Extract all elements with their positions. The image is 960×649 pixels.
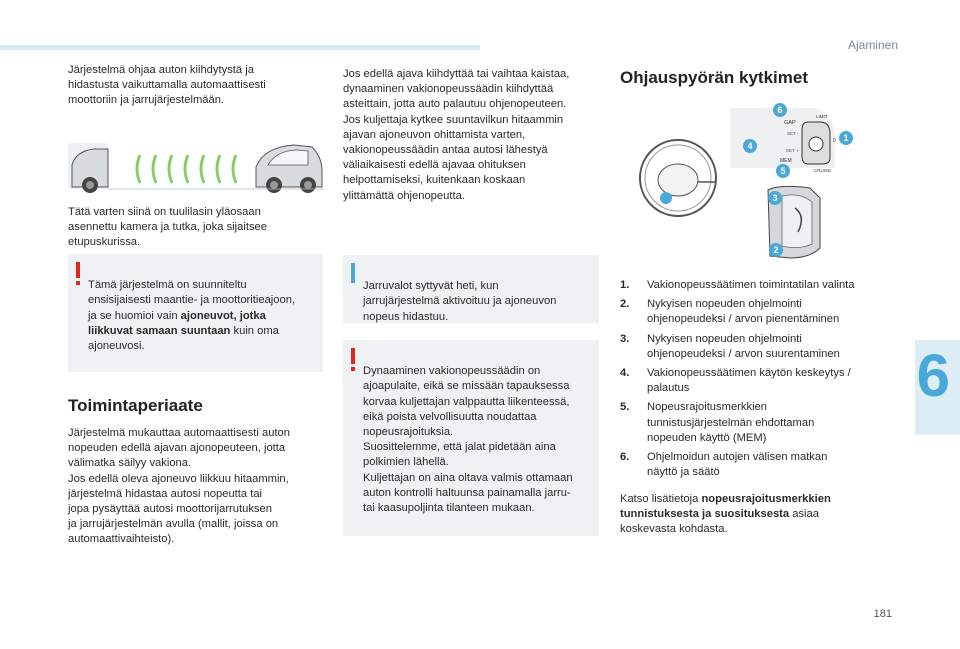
svg-text:2: 2 — [773, 245, 779, 255]
list-item: 4. Vakionopeussäätimen käytön keskeytys / palautus — [620, 367, 851, 395]
list-item: 1. Vakionopeussäätimen toimintatilan valinta — [620, 279, 855, 291]
see-also-emphasis: nopeusrajoitusmerkkien tunnistuksesta ja suosituksesta — [620, 493, 831, 521]
see-also-text: Katso lisätietoja — [620, 493, 702, 505]
warning-emphasis: ajoneuvot, jotka liikkuvat samaan suuntaan — [88, 309, 266, 337]
intro-paragraph: Järjestelmä ohjaa auton kiihdytystä ja hidastusta vaikuttamalla automaattisesti moottoriin ja jarrujärjestelmään. — [68, 64, 266, 107]
list-item: 3. Nykyisen nopeuden ohjelmointi ohjenopeudeksi / arvon suurentaminen — [620, 332, 840, 360]
svg-text:CRUISE: CRUISE — [814, 168, 832, 173]
svg-text:LIMIT: LIMIT — [816, 114, 828, 119]
steering-wheel-icon — [640, 140, 716, 216]
info-text: Jarruvalot syttyvät heti, kun jarrujärjestelmä aktivoituu ja ajoneuvon nopeus hidastuu. — [363, 280, 557, 323]
warning-text-end: kuin oma ajoneuvosi. — [88, 324, 279, 353]
list-item: 6. Ohjelmoidun autojen välisen matkan näyttö ja säätö — [620, 451, 828, 479]
svg-text:0: 0 — [833, 138, 836, 144]
section-title: Ajaminen — [847, 38, 898, 52]
list-item: 2. Nykyisen nopeuden ohjelmointi ohjenopeudeksi / arvon pienentäminen — [620, 298, 840, 326]
svg-text:SET -: SET - — [787, 131, 799, 136]
car-radar-illustration — [68, 137, 324, 193]
chapter-number: 6 — [916, 342, 950, 409]
warning-box-driver — [343, 340, 599, 536]
svg-text:4: 4 — [747, 141, 753, 151]
heading-toimintaperiaate: Toimintaperiaate — [68, 396, 203, 415]
see-also-paragraph — [620, 492, 880, 538]
info-icon — [351, 263, 355, 283]
warning-text: Dynaaminen vakionopeussäädin on ajoapulaite, eikä se missään tapauksessa korvaa kuljettajan valppautta liikenteessä, eikä poista velvollisuutta noudattaa nopeusrajoituksia. Suosittelemme, että jalat pidetään aina polkimien lähellä. Kuljettajan on aina oltava valmis ottamaan auton kontrolli haltuunsa painamalla jarru- tai kaasupoljinta tilanteen mukaan. — [363, 365, 573, 515]
list-item: 5. Nopeusrajoitusmerkkien tunnistusjärjestelmän ehdottaman nopeuden käyttö (MEM) — [620, 401, 815, 444]
svg-text:3: 3 — [772, 193, 778, 203]
lane-change-paragraph: Jos edellä ajava kiihdyttää tai vaihtaa kaistaa, dynaaminen vakionopeussäädin kiihdyttää asteittain, jotta auto palautuu ohjenopeuteen. Jos kuljettaja kytkee suuntavilkun hitaammin ajavan ajoneuvon ohittamista varten, vakionopeussäädin antaa autosi lähestyä väliaikaisesti edellä ajavaa ohituksen helpottamiseksi, kuitenkaan koskaan ylittämättä ohjenopeutta. — [343, 68, 570, 202]
svg-text:6: 6 — [777, 105, 783, 115]
header-bar — [0, 45, 480, 50]
sensor-paragraph: Tätä varten siinä on tuulilasin yläosaan asennettu kamera ja tutka, joka sijaitsee etupuskurissa. — [68, 206, 267, 249]
warning-icon — [351, 348, 355, 364]
svg-text:GAP: GAP — [784, 120, 796, 126]
warning-icon — [76, 262, 80, 278]
control-legend-list — [620, 278, 880, 484]
principle-paragraph: Järjestelmä mukauttaa automaattisesti auton nopeuden edellä ajavan ajonopeuteen, jotta välimatka säilyy vakiona. Jos edellä oleva ajoneuvo liikkuu hitaammin, järjestelmä hidastaa autosi nopeutta tai jopa pysäyttää autosi moottorijarrutuksen ja jarrujärjestelmän avulla (mallit, joissa on automaattivaihteisto). — [68, 427, 291, 546]
warning-text: Tämä järjestelmä on suunniteltu ensisijaisesti maantie- ja moottoritieajoon, ja se huomioi vain — [88, 279, 296, 322]
steering-wheel-controls-diagram — [620, 98, 880, 266]
svg-text:1: 1 — [843, 133, 849, 143]
warning-box-usage — [68, 254, 323, 372]
page-number: 181 — [873, 608, 892, 620]
svg-text:SET +: SET + — [786, 148, 799, 153]
heading-ohjauspyoran-kytkimet: Ohjauspyörän kytkimet — [620, 68, 809, 87]
svg-text:5: 5 — [780, 166, 786, 176]
info-box-brake-lights — [343, 255, 599, 323]
see-also-text-end: asiaa koskevasta kohdasta. — [620, 508, 819, 536]
svg-text:MEM: MEM — [780, 158, 792, 164]
